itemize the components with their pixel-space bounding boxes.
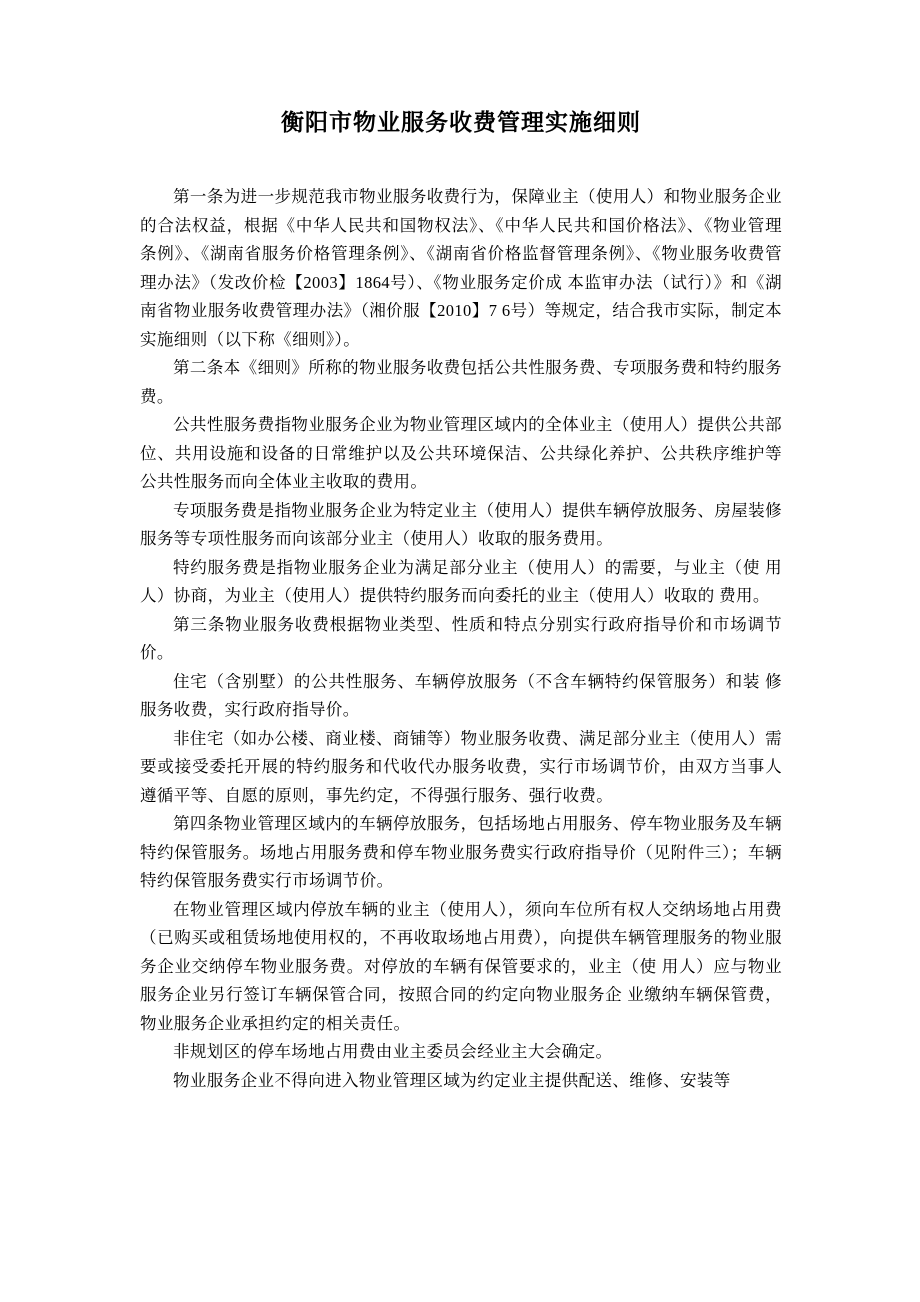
paragraph: 第一条为进一步规范我市物业服务收费行为，保障业主（使用人）和物业服务企业的合法权益，根据《中华人民共和国物权法》、《中华人民共和国价格法》、《物业管理条例》、《湖南省服务价格管理条例》、《湖南省价格监督管理条例》、《物业服务收费管理办法》（发改价检【2003】1864号）、《物业服务定价成 本监审办法（试行）》和《湖南省物业服务收费管理办法》（湘价服【2010】7 6号）等规定，结合我市实际，制定本实施细则（以下称《细则》）。: [140, 187, 782, 349]
paragraph: 第四条物业管理区域内的车辆停放服务，包括场地占用服务、停车物业服务及车辆特约保管服务。场地占用服务费和停车物业服务费实行政府指导价（见附件三）；车辆特约保管服务费实行市场调节价。: [140, 814, 782, 890]
paragraph: 非规划区的停车场地占用费由业主委员会经业主大会确定。: [173, 1042, 613, 1061]
paragraph: 公共性服务费指物业服务企业为物业管理区域内的全体业主（使用人）提供公共部位、共用设施和设备的日常维护以及公共环境保洁、公共绿化养护、公共秩序维护等公共性服务而向全体业主收取的费用。: [140, 415, 782, 491]
document-body: [140, 183, 782, 1095]
paragraph: 物业服务企业不得向进入物业管理区域为约定业主提供配送、维修、安装等: [173, 1070, 731, 1090]
paragraph: 非住宅（如办公楼、商业楼、商铺等）物业服务收费、满足部分业主（使用人）需要或接受委托开展的特约服务和代收代办服务收费，实行市场调节价，由双方当事人遵循平等、自愿的原则，事先约定，不得强行服务、强行收费。: [140, 728, 782, 805]
paragraph: 住宅（含别墅）的公共性服务、车辆停放服务（不含车辆特约保管服务）和装 修服务收费，实行政府指导价。: [140, 671, 782, 719]
document-title: 衡阳市物业服务收费管理实施细则: [281, 110, 641, 135]
paragraph: 特约服务费是指物业服务企业为满足部分业主（使用人）的需要，与业主（使 用人）协商，为业主（使用人）提供特约服务而向委托的业主（使用人）收取的 费用。: [140, 557, 782, 605]
paragraph: 第二条本《细则》所称的物业服务收费包括公共性服务费、专项服务费和特约服务费。: [140, 358, 782, 406]
paragraph: 第三条物业服务收费根据物业类型、性质和特点分别实行政府指导价和市场调节价。: [140, 614, 782, 662]
paragraph: 专项服务费是指物业服务企业为特定业主（使用人）提供车辆停放服务、房屋装修服务等专项性服务而向该部分业主（使用人）收取的服务费用。: [140, 500, 782, 548]
paragraph: 在物业管理区域内停放车辆的业主（使用人），须向车位所有权人交纳场地占用费（已购买或租赁场地使用权的，不再收取场地占用费），向提供车辆管理服务的物业服务企业交纳停车物业服务费。对停放的车辆有保管要求的，业主（使 用人）应与物业服务企业另行签订车辆保管合同，按照合同的约定向物业服务企 业缴纳车辆保管费，物业服务企业承担约定的相关责任。: [140, 899, 782, 1033]
